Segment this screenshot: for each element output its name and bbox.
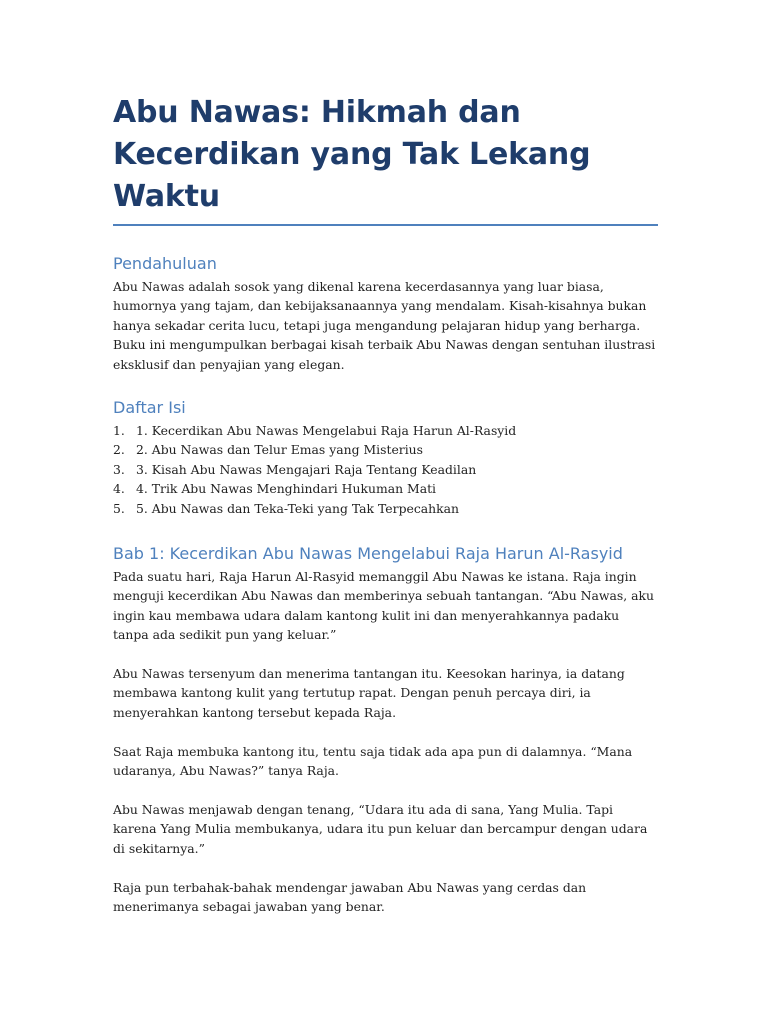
toc-item-number: 5. [113, 500, 125, 516]
toc-item-text: 1. Kecerdikan Abu Nawas Mengelabui Raja Harun Al-Rasyid [136, 423, 517, 439]
document-title: Abu Nawas: Hikmah dan Kecerdikan yang Tak Lekang Waktu [113, 92, 658, 226]
chapter-1-body [113, 567, 658, 916]
toc-item-number: 3. [113, 461, 125, 477]
toc-item-text: 5. Abu Nawas dan Teka-Teki yang Tak Terpecahkan [136, 500, 460, 516]
toc-item [113, 460, 658, 479]
document-page [113, 92, 658, 936]
toc-item [113, 499, 658, 518]
toc-item-number: 1. [113, 423, 125, 439]
toc-item [113, 440, 658, 459]
chapter-1-paragraph: Abu Nawas tersenyum dan menerima tantangan itu. Keesokan harinya, ia datang membawa kantong kulit yang tertutup rapat. Dengan penuh percaya diri, ia menyerahkan kantong tersebut kepada Raja. [113, 666, 625, 720]
toc-item [113, 421, 658, 440]
toc-list [113, 421, 658, 518]
toc-item-number: 2. [113, 442, 125, 458]
chapter-1-heading: Bab 1: Kecerdikan Abu Nawas Mengelabui Raja Harun Al-Rasyid [113, 544, 623, 564]
chapter-1-paragraph: Abu Nawas menjawab dengan tenang, “Udara itu ada di sana, Yang Mulia. Tapi karena Yang Mulia membukanya, udara itu pun keluar dan bercampur dengan udara di sekitarnya.” [113, 801, 648, 856]
toc-item-text: 4. Trik Abu Nawas Menghindari Hukuman Mati [136, 481, 437, 497]
toc-item-text: 2. Abu Nawas dan Telur Emas yang Misterius [136, 442, 424, 458]
intro-heading: Pendahuluan [113, 254, 217, 273]
toc-item-text: 3. Kisah Abu Nawas Mengajari Raja Tentang Keadilan [136, 461, 477, 477]
intro-paragraph: Abu Nawas adalah sosok yang dikenal karena kecerdasannya yang luar biasa, humornya yang tajam, dan kebijaksanaannya yang mendalam. Kisah-kisahnya bukan hanya sekadar cerita lucu, tetapi juga mengandung pelajaran hidup yang berharga. Buku ini mengumpulkan berbagai kisah terbaik Abu Nawas dengan sentuhan ilustrasi eksklusif dan penyajian yang elegan. [113, 279, 656, 372]
chapter-1-paragraph: Pada suatu hari, Raja Harun Al-Rasyid memanggil Abu Nawas ke istana. Raja ingin menguji kecerdikan Abu Nawas dan memberinya sebuah tantangan. “Abu Nawas, aku ingin kau membawa udara dalam kantong kulit ini dan menyerahkannya padaku tanpa ada sedikit pun yang keluar.” [113, 569, 654, 643]
chapter-1-paragraph: Saat Raja membuka kantong itu, tentu saja tidak ada apa pun di dalamnya. “Mana udaranya, Abu Nawas?” tanya Raja. [113, 743, 633, 779]
toc-heading: Daftar Isi [113, 398, 186, 418]
toc-item-number: 4. [113, 481, 125, 497]
toc-item [113, 479, 658, 498]
chapter-1-paragraph: Raja pun terbahak-bahak mendengar jawaban Abu Nawas yang cerdas dan menerimanya sebagai jawaban yang benar. [113, 879, 587, 914]
